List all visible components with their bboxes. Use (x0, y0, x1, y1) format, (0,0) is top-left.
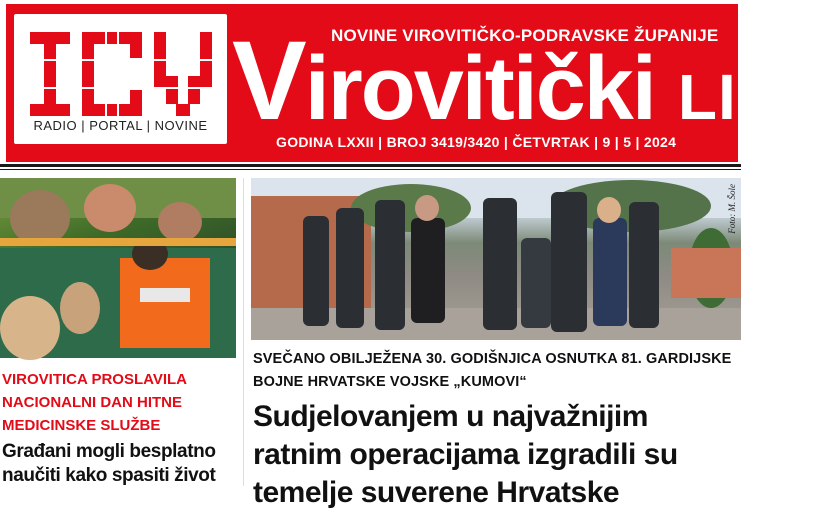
left-story-headline[interactable]: Građani mogli besplatno naučiti kako spasiti život (2, 441, 216, 486)
title-end: LIST (677, 61, 821, 133)
masthead-subtitle: NOVINE VIROVITIČKO-PODRAVSKE ŽUPANIJE (331, 26, 719, 45)
photo-right-illustration (251, 178, 741, 340)
right-story-kicker[interactable]: SVEČANO OBILJEŽENA 30. GODIŠNJICA OSNUTKA 81. GARDIJSKE BOJNE HRVATSKE VOJSKE „KUMOVI“ (253, 351, 732, 390)
title-middle: irovitički (304, 39, 678, 139)
right-story-headline[interactable]: Sudjelovanjem u najvažnijim ratnim operacijama izgradili su temelje suverene Hrvatske (253, 400, 678, 509)
masthead-rule (0, 164, 741, 167)
logo-tagline: RADIO | PORTAL | NOVINE (33, 118, 208, 133)
photo-gardijska-bojna-ceremony[interactable] (251, 178, 741, 340)
column-divider (243, 178, 244, 486)
photo-emergency-medical-day[interactable] (0, 178, 236, 358)
photo-credit: Foto: M. Šole (727, 184, 737, 234)
icv-logo[interactable] (14, 14, 227, 144)
masthead-rule-thin (0, 169, 741, 170)
left-story-kicker[interactable]: VIROVITICA PROSLAVILA NACIONALNI DAN HITNE MEDICINSKE SLUŽBE (2, 371, 187, 434)
issue-info: GODINA LXXII | BROJ 3419/3420 | ČETVRTAK | 9 | 5 | 2024 (276, 134, 677, 150)
photo-left-illustration (0, 178, 236, 358)
icv-logo-mark (30, 32, 212, 116)
title-initial: V (232, 18, 305, 143)
masthead (6, 4, 821, 162)
